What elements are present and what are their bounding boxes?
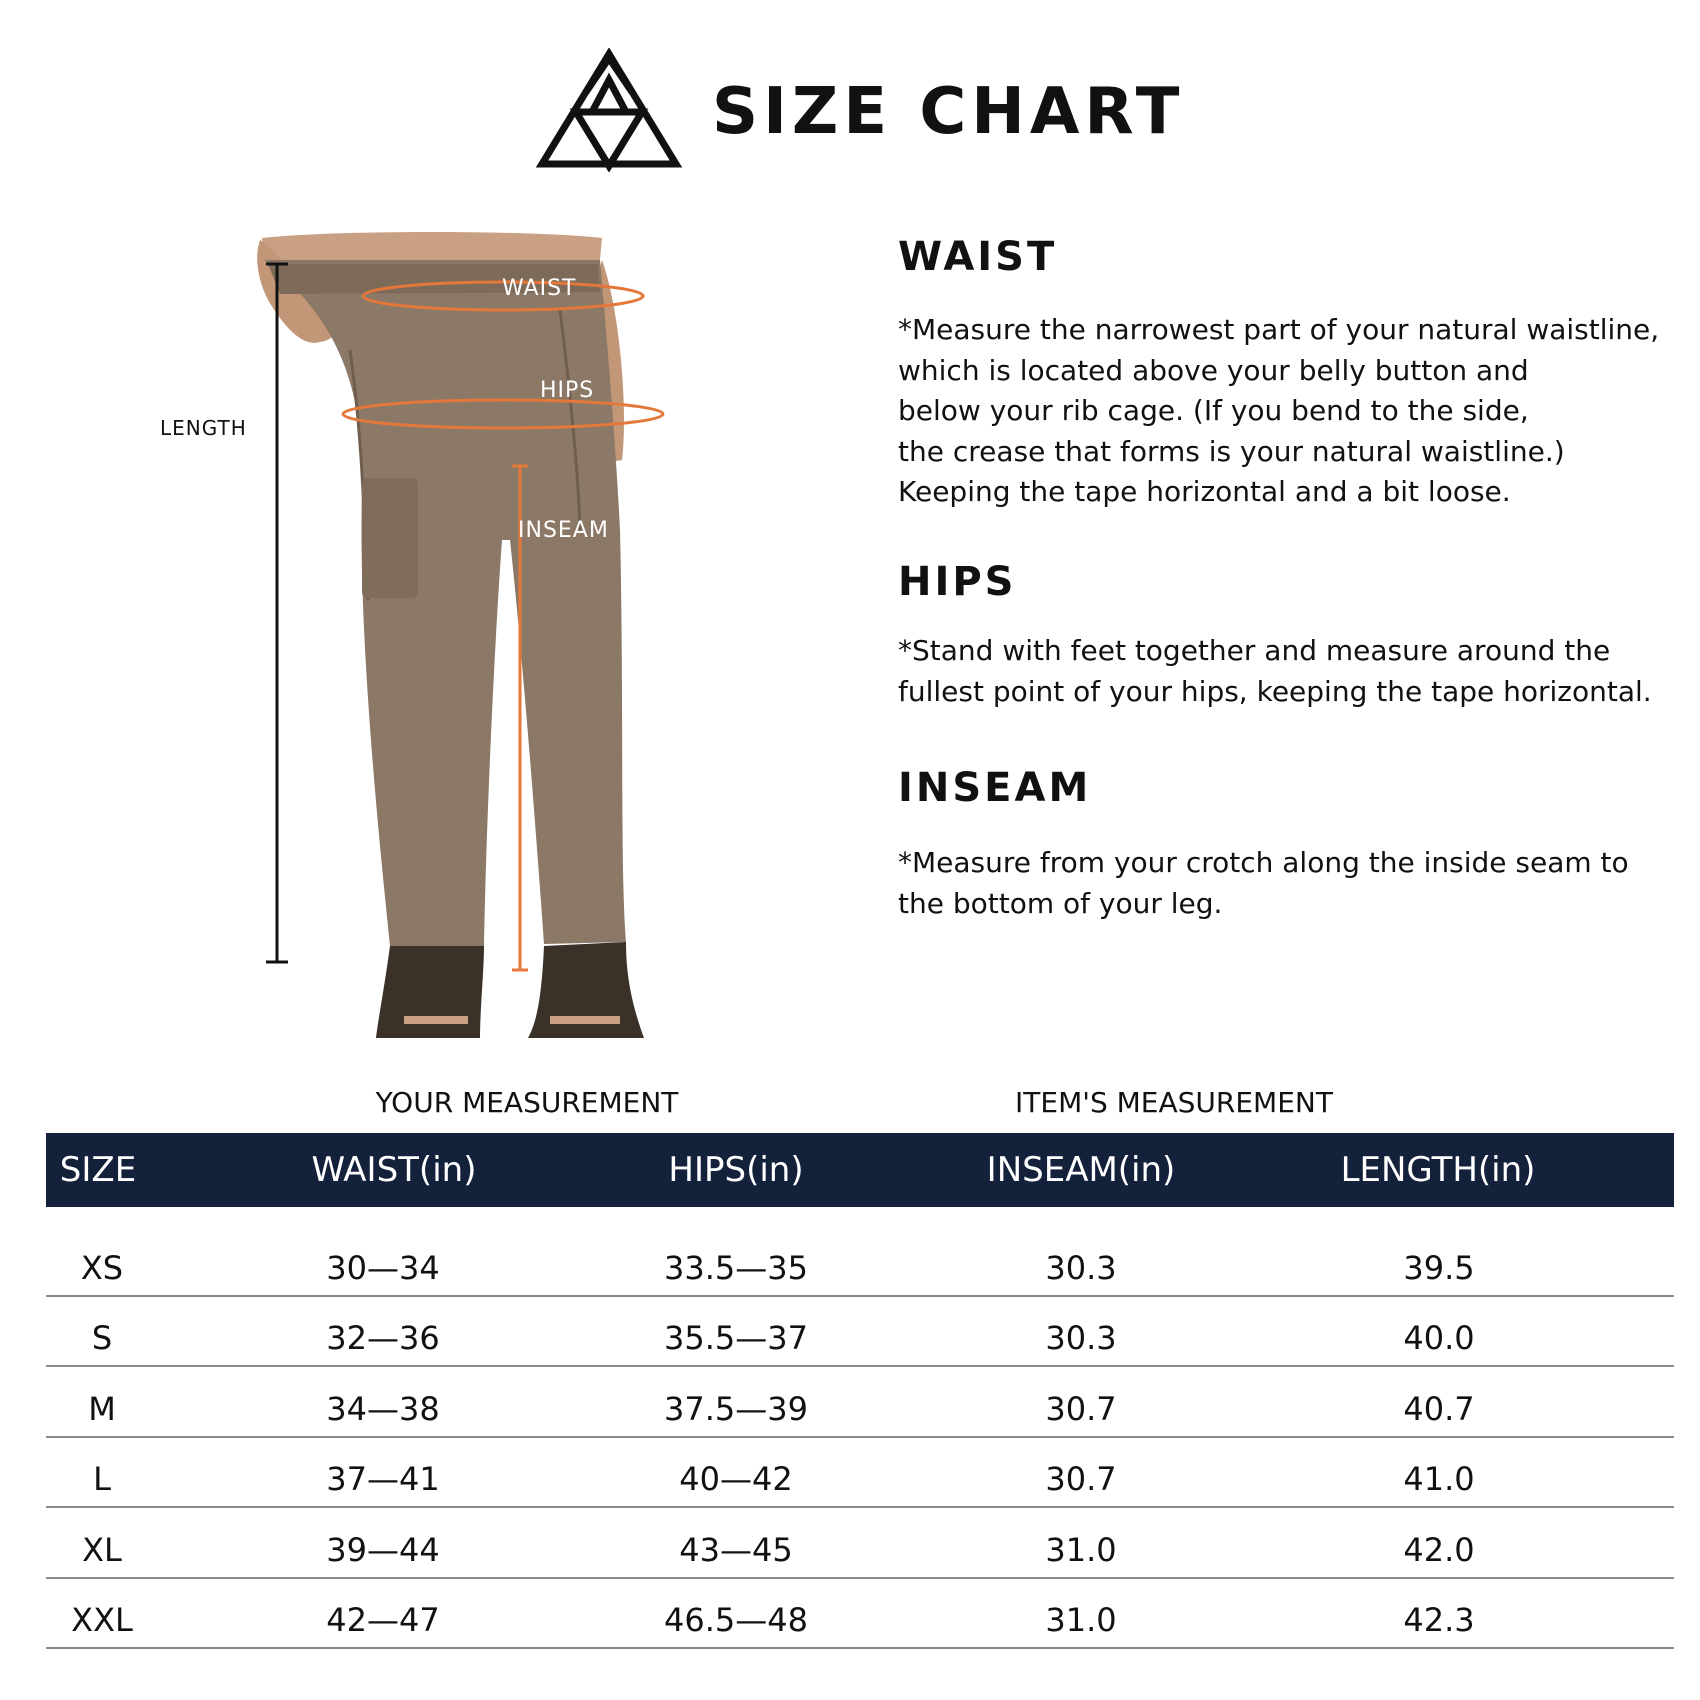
inseam-section xyxy=(898,765,1688,920)
hips-section xyxy=(898,559,1688,708)
hips-cell: 46.5—48 xyxy=(664,1600,808,1639)
inseam-cell: 30.7 xyxy=(1045,1460,1117,1499)
triangle-mountain-logo-icon xyxy=(536,48,682,172)
size-cell: XL xyxy=(82,1530,122,1569)
waist-cell: 39—44 xyxy=(326,1530,440,1569)
table-row xyxy=(46,1207,1674,1297)
table-row xyxy=(46,1579,1674,1649)
inseam-figure-label: INSEAM xyxy=(518,518,609,543)
hips-cell: 43—45 xyxy=(679,1530,793,1569)
inseam-heading: INSEAM xyxy=(898,765,1092,811)
hips-description xyxy=(898,631,1688,712)
hips-figure-label: HIPS xyxy=(540,378,595,403)
waist-description-line: *Measure the narrowest part of your natural waistline, xyxy=(898,313,1660,346)
inseam-cell: 31.0 xyxy=(1045,1600,1117,1639)
waist-description-line: the crease that forms is your natural waistline.) xyxy=(898,434,1565,468)
waist-cell: 42—47 xyxy=(326,1600,440,1639)
hips-cell: 33.5—35 xyxy=(664,1249,808,1287)
table-row xyxy=(46,1438,1674,1508)
waist-description-line: which is located above your belly button and xyxy=(898,353,1529,387)
column-header-size: SIZE xyxy=(59,1150,137,1190)
length-cell: 40.7 xyxy=(1403,1389,1475,1428)
inseam-description-line: the bottom of your leg. xyxy=(898,886,1223,920)
column-header-hips: HIPS(in) xyxy=(668,1150,804,1190)
length-cell: 40.0 xyxy=(1403,1319,1475,1358)
your-measurement-caption: YOUR MEASUREMENT xyxy=(375,1086,679,1119)
size-cell: S xyxy=(91,1319,113,1358)
size-table-header xyxy=(46,1133,1674,1207)
size-cell: M xyxy=(88,1389,116,1428)
table-row xyxy=(46,1367,1674,1437)
column-header-length: LENGTH(in) xyxy=(1340,1150,1536,1190)
table-row xyxy=(46,1297,1674,1367)
waist-cell: 32—36 xyxy=(326,1319,440,1358)
hips-heading: HIPS xyxy=(898,559,1017,605)
waist-description-line: Keeping the tape horizontal and a bit loose. xyxy=(898,475,1511,508)
size-cell: L xyxy=(93,1460,111,1499)
inseam-description-line: *Measure from your crotch along the inside seam to xyxy=(898,846,1629,879)
hips-cell: 37.5—39 xyxy=(664,1389,808,1428)
waist-heading: WAIST xyxy=(898,234,1058,280)
length-cell: 42.0 xyxy=(1403,1530,1475,1569)
table-row xyxy=(46,1508,1674,1578)
inseam-cell: 30.3 xyxy=(1045,1249,1117,1287)
hips-description-line: *Stand with feet together and measure around the xyxy=(898,634,1611,667)
column-header-inseam: INSEAM(in) xyxy=(986,1150,1176,1190)
waist-section xyxy=(898,234,1688,508)
waist-description-line: below your rib cage. (If you bend to the side, xyxy=(898,394,1529,427)
waist-cell: 37—41 xyxy=(326,1460,440,1499)
waist-cell: 34—38 xyxy=(326,1389,440,1428)
waist-figure-label: WAIST xyxy=(502,276,577,301)
inseam-cell: 31.0 xyxy=(1045,1530,1117,1569)
item-measurement-caption: ITEM'S MEASUREMENT xyxy=(1015,1086,1333,1119)
inseam-cell: 30.7 xyxy=(1045,1389,1117,1428)
size-cell: XS xyxy=(80,1249,124,1287)
hips-description-line: fullest point of your hips, keeping the tape horizontal. xyxy=(898,674,1652,708)
size-cell: XXL xyxy=(71,1600,133,1639)
length-cell: 41.0 xyxy=(1403,1460,1475,1499)
pants-model-illustration xyxy=(150,230,710,1040)
column-header-waist: WAIST(in) xyxy=(311,1150,477,1190)
length-cell: 42.3 xyxy=(1403,1600,1475,1639)
page-title: SIZE CHART xyxy=(712,75,1185,149)
inseam-cell: 30.3 xyxy=(1045,1319,1117,1358)
size-table xyxy=(46,1133,1674,1649)
hips-cell: 35.5—37 xyxy=(664,1319,808,1358)
length-cell: 39.5 xyxy=(1403,1249,1475,1287)
length-figure-label: LENGTH xyxy=(160,416,247,440)
waist-cell: 30—34 xyxy=(326,1249,440,1287)
inseam-description xyxy=(898,843,1688,924)
hips-cell: 40—42 xyxy=(679,1460,793,1499)
waist-description xyxy=(898,310,1688,513)
